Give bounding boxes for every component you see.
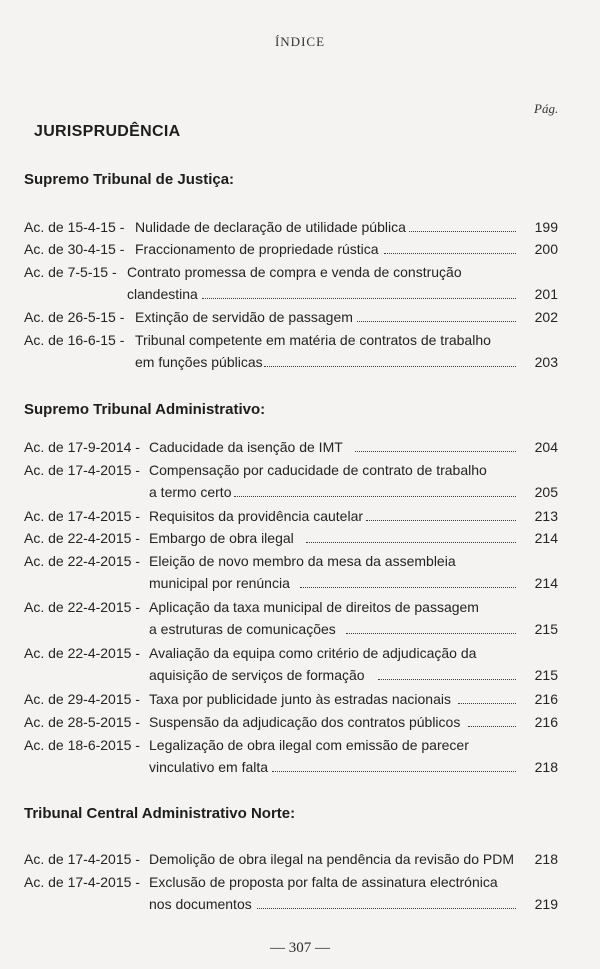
- index-entry: [24, 436, 558, 458]
- dot-leader: [376, 664, 518, 686]
- dot-leader: [466, 711, 518, 733]
- dot-leader: [270, 756, 518, 778]
- case-subject-continuation: clandestina: [127, 286, 198, 302]
- page-number: 216: [534, 691, 558, 707]
- section-title-stj: Supremo Tribunal de Justiça:: [24, 171, 235, 188]
- case-subject-continuation: nos documentos: [149, 896, 252, 912]
- case-subject: Requisitos da providência cautelar: [149, 508, 364, 524]
- case-subject: Aplicação da taxa municipal de direitos de passagem: [149, 599, 479, 615]
- index-entry: [24, 848, 558, 870]
- case-reference: Ac. de 17-4-2015 -: [24, 508, 140, 524]
- index-entry: [24, 216, 558, 238]
- case-reference: Ac. de 22-4-2015 -: [24, 645, 140, 661]
- index-entry: [24, 505, 558, 527]
- case-subject: Eleição de novo membro da mesa da assembleia: [149, 553, 456, 569]
- dot-leader: [262, 351, 518, 373]
- page-number: 204: [534, 439, 558, 455]
- page-number: 203: [534, 354, 558, 370]
- case-subject-continuation: aquisição de serviços de formação: [149, 667, 365, 683]
- dot-leader: [355, 306, 518, 328]
- page-number: 218: [534, 851, 558, 867]
- page-number: 214: [534, 530, 558, 546]
- index-entry: [24, 734, 558, 778]
- case-reference: Ac. de 18-6-2015 -: [24, 737, 140, 753]
- index-entry: [24, 527, 558, 549]
- case-subject: Fraccionamento de propriedade rústica: [135, 241, 379, 257]
- dot-leader: [304, 527, 518, 549]
- case-subject-continuation: vinculativo em falta: [149, 759, 269, 775]
- page-number: 200: [534, 241, 558, 257]
- case-reference: Ac. de 15-4-15 -: [24, 219, 125, 235]
- index-entry: [24, 688, 558, 710]
- case-subject: Exclusão de proposta por falta de assinatura electrónica: [149, 874, 498, 890]
- index-entry: [24, 459, 558, 503]
- case-subject: Taxa por publicidade junto às estradas nacionais: [149, 691, 451, 707]
- dot-leader: [255, 893, 518, 915]
- case-subject-continuation: a termo certo: [149, 484, 232, 500]
- case-reference: Ac. de 17-9-2014 -: [24, 439, 140, 455]
- case-subject: Caducidade da isenção de IMT: [149, 439, 343, 455]
- case-subject-continuation: municipal por renúncia: [149, 575, 290, 591]
- page-number: 214: [534, 575, 558, 591]
- case-reference: Ac. de 22-4-2015 -: [24, 599, 140, 615]
- case-reference: Ac. de 29-4-2015 -: [24, 691, 140, 707]
- case-reference: Ac. de 22-4-2015 -: [24, 530, 140, 546]
- case-subject: Extinção de servidão de passagem: [135, 309, 353, 325]
- case-subject: Avaliação da equipa como critério de adjudicação da: [149, 645, 477, 661]
- section-title-sta: Supremo Tribunal Administrativo:: [24, 401, 266, 418]
- index-entry: [24, 329, 558, 373]
- dot-leader: [232, 481, 518, 503]
- dot-leader: [344, 618, 518, 640]
- case-reference: Ac. de 17-4-2015 -: [24, 851, 140, 867]
- page-number: 215: [534, 621, 558, 637]
- case-reference: Ac. de 22-4-2015 -: [24, 553, 140, 569]
- dot-leader: [298, 572, 518, 594]
- section-title-tcan: Tribunal Central Administrativo Norte:: [24, 805, 296, 822]
- case-reference: Ac. de 30-4-15 -: [24, 241, 125, 257]
- case-subject: Demolição de obra ilegal na pendência da revisão do PDM: [149, 851, 514, 867]
- index-entry: [24, 642, 558, 686]
- page-number: 216: [534, 714, 558, 730]
- case-subject: Compensação por caducidade de contrato de trabalho: [149, 462, 487, 478]
- dot-leader: [353, 436, 518, 458]
- dot-leader: [407, 216, 518, 238]
- main-title: JURISPRUDÊNCIA: [34, 123, 181, 140]
- case-reference: Ac. de 17-4-2015 -: [24, 462, 140, 478]
- case-reference: Ac. de 16-6-15 -: [24, 332, 125, 348]
- case-subject: Nulidade de declaração de utilidade pública: [135, 219, 406, 235]
- page-number: 219: [534, 896, 558, 912]
- case-reference: Ac. de 17-4-2015 -: [24, 874, 140, 890]
- page-column-label: Pág.: [534, 101, 559, 116]
- dot-leader: [200, 283, 518, 305]
- index-entry: [24, 238, 558, 260]
- index-entry: [24, 711, 558, 733]
- dot-leader: [456, 688, 518, 710]
- case-subject: Contrato promessa de compra e venda de construção: [127, 264, 462, 280]
- index-entry: [24, 550, 558, 594]
- index-entry: [24, 596, 558, 640]
- dot-leader: [364, 505, 518, 527]
- index-entry: [24, 261, 558, 305]
- case-subject: Suspensão da adjudicação dos contratos públicos: [149, 714, 461, 730]
- index-entry: [24, 306, 558, 328]
- dot-leader: [382, 238, 518, 260]
- case-subject: Legalização de obra ilegal com emissão de parecer: [149, 737, 469, 753]
- case-subject: Embargo de obra ilegal: [149, 530, 294, 546]
- page-number: 201: [534, 286, 558, 302]
- case-reference: Ac. de 26-5-15 -: [24, 309, 125, 325]
- page-number: 215: [534, 667, 558, 683]
- folio-page-number: — 307 —: [270, 940, 330, 956]
- page-number: 202: [534, 309, 558, 325]
- page-number: 213: [534, 508, 558, 524]
- case-reference: Ac. de 28-5-2015 -: [24, 714, 140, 730]
- case-subject-continuation: em funções públicas: [135, 354, 263, 370]
- case-subject-continuation: a estruturas de comunicações: [149, 621, 336, 637]
- index-entry: [24, 871, 558, 915]
- page-number: 205: [534, 484, 558, 500]
- running-head: ÍNDICE: [274, 34, 326, 49]
- case-reference: Ac. de 7-5-15 -: [24, 264, 117, 280]
- case-subject: Tribunal competente em matéria de contratos de trabalho: [135, 332, 491, 348]
- page-number: 218: [534, 759, 558, 775]
- page-number: 199: [534, 219, 558, 235]
